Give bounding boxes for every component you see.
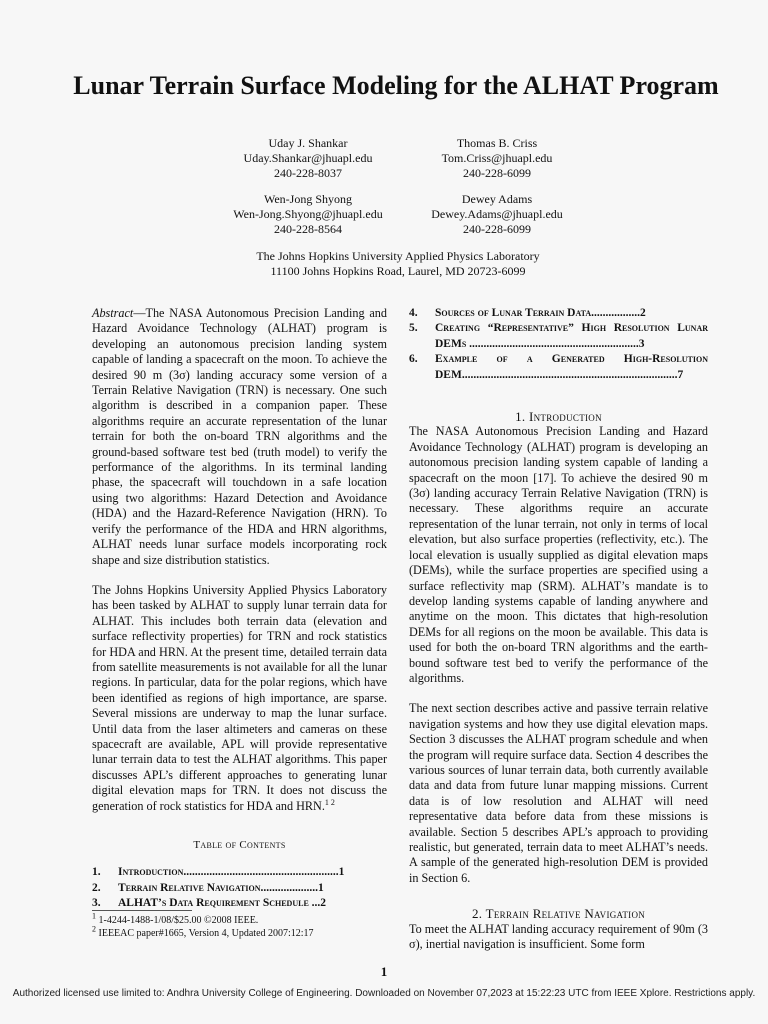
- toc-item[interactable]: [92, 865, 387, 880]
- section-heading: 1. Introduction: [515, 409, 602, 425]
- toc-item[interactable]: [409, 352, 708, 383]
- right-column: [409, 306, 708, 952]
- author-name: Dewey Adams: [461, 192, 533, 206]
- author-email: Wen-Jong.Shyong@jhuapl.edu: [233, 207, 383, 221]
- toc-number: 2.: [92, 881, 101, 894]
- author-phone: 240-228-8037: [274, 166, 342, 180]
- affiliation-line: The Johns Hopkins University Applied Physics Laboratory: [256, 249, 540, 263]
- footnote: [92, 924, 387, 940]
- toc-entry[interactable]: ALHAT’s Data Requirement Schedule ...2: [118, 897, 327, 910]
- abstract-text-2: The Johns Hopkins University Applied Physics Laboratory has been tasked by ALHAT to supply lunar terrain data for ALHAT. This includes both terrain data (elevation and surface reflectivity properties) for TRN and rock statistics for HDA and HRN. At the present time, detailed terrain data from satellite measurements is not available for all the lunar regions. In particular, data for the polar regions, which have been identified as regions of high importance, are sparse. Several missions are underway to map the lunar surface. Until data from the laser altimeters and cameras on these spacecraft are available, APL will provide representative lunar terrain data to test the ALHAT algorithms. This paper discusses APL’s different approaches to generating lunar digital elevation maps for TRN. It does not discuss the generation of rock statistics for HDA and HRN.: [92, 582, 387, 813]
- toc-number: 6.: [409, 353, 418, 366]
- footnote-mark: 1: [92, 911, 96, 921]
- footnote-mark: 2: [92, 924, 96, 934]
- author-card: [377, 136, 617, 181]
- footnote-text: 1-4244-1488-1/08/$25.00 ©2008 IEEE.: [98, 915, 259, 926]
- toc-number: 4.: [409, 307, 418, 319]
- author-email: Tom.Criss@jhuapl.edu: [441, 151, 553, 165]
- page-number: 1: [380, 964, 388, 979]
- toc-entry[interactable]: Terrain Relative Navigation....................1: [118, 881, 324, 894]
- toc-item[interactable]: [92, 881, 387, 896]
- toc-number: 5.: [409, 322, 418, 335]
- author-phone: 240-228-6099: [463, 222, 531, 236]
- toc-entry[interactable]: Creating “Representative” High Resolution Lunar DEMs ...........................................................3: [435, 322, 708, 350]
- toc-number: 3.: [92, 897, 101, 910]
- author-card: [377, 192, 617, 237]
- author-name: Thomas B. Criss: [456, 136, 538, 150]
- affiliation: [0, 249, 768, 279]
- body-paragraph: The NASA Autonomous Precision Landing and Hazard Avoidance Technology (ALHAT) program is developing an autonomous precision landing system capable of landing a spacecraft on the moon [17]. To achieve the desired 90 m (3σ) landing accuracy Terrain Relative Navigation (TRN) is necessary. These algorithms require an accurate representation of the lunar terrain, not only in terms of local elevation, but also surface properties (reflectivity, etc.). The local elevation is usually supplied as digital elevation maps (DEMs), while the surface properties are specified using a surface reflectivity map (SRM). ALHAT’s mandate is to develop landing systems capable of landing anywhere and anytime on the moon. This dictates that high-resolution DEMs for all regions on the moon be available. This data is used for both the on-board TRN algorithms and the earth-bound software test bed to verify the performance of the algorithms.: [409, 424, 708, 685]
- toc-entry[interactable]: Sources of Lunar Terrain Data.................2: [435, 307, 646, 319]
- footnote-divider: [92, 910, 192, 911]
- abstract-paragraph: [92, 306, 387, 568]
- body-paragraph: The next section describes active and passive terrain relative navigation systems and how they use digital elevation maps. Section 3 discusses the ALHAT program schedule and when the program will require surface data. Section 4 describes the various sources of lunar terrain data, both currently available data and data from future lunar mapping missions. Current data is of low resolution and ALHAT will need representative data before data from these missions is available. Section 5 describes APL’s approach to providing realistic, but generated, terrain data to meet ALHAT’s needs. A sample of the generated high-resolution DEM is provided in Section 6.: [409, 701, 708, 885]
- toc-item[interactable]: [409, 321, 708, 352]
- footnote: [92, 911, 387, 927]
- paper-title: Lunar Terrain Surface Modeling for the ALHAT Program: [73, 71, 719, 100]
- left-column: [92, 306, 387, 912]
- footnote-text: IEEEAC paper#1665, Version 4, Updated 2007:12:17: [98, 928, 314, 939]
- author-email: Uday.Shankar@jhuapl.edu: [243, 151, 373, 165]
- footnote-ref: 1 2: [324, 797, 335, 807]
- toc-entry[interactable]: Example of a Generated High-Resolution DEM...........................................................................7: [435, 353, 708, 381]
- body-paragraph: To meet the ALHAT landing accuracy requirement of 90m (3 σ), inertial navigation is insufficient. Some form: [409, 921, 708, 952]
- toc-entry[interactable]: Introduction......................................................1: [118, 866, 345, 879]
- abstract-label: Abstract: [92, 306, 134, 320]
- author-phone: 240-228-6099: [463, 166, 531, 180]
- license-notice: Authorized licensed use limited to: Andhra University College of Engineering. Downloaded on November 07,2023 at 15:22:23 UTC from IEEE Xplore. Restrictions apply.: [12, 988, 756, 999]
- author-phone: 240-228-8564: [274, 222, 342, 236]
- toc-heading: Table of Contents: [193, 839, 286, 851]
- author-name: Wen-Jong Shyong: [263, 192, 353, 206]
- footnotes: [92, 910, 387, 940]
- author-email: Dewey.Adams@jhuapl.edu: [431, 207, 563, 221]
- toc-item[interactable]: [409, 306, 708, 321]
- section-heading: 2. Terrain Relative Navigation: [471, 906, 646, 922]
- abstract-text: —The NASA Autonomous Precision Landing and Hazard Avoidance Technology (ALHAT) program is developing an autonomous precision landing system capable of landing a spacecraft on the moon. To achieve the desired 90 m (3σ) landing accuracy some version of a Terrain Relative Navigation (TRN) is necessary. One such algorithm is described in a companion paper. These algorithms require an accurate representation of the lunar terrain for both the on-board TRN algorithms and the ground-based software test bed (truth model) to verify the performance of the algorithms. In its terminal landing phase, the spacecraft will touchdown in a safe location using two algorithms: Hazard Detection and Avoidance (HDA) and the Hazard-Reference Navigation (HRN). To verify the performance of the HDA and HRN algorithms, ALHAT needs lunar surface models incorporating rock shape and size distribution statistics.: [92, 306, 387, 567]
- abstract-paragraph-2: [92, 583, 387, 814]
- author-name: Uday J. Shankar: [268, 136, 348, 150]
- affiliation-address: 11100 Johns Hopkins Road, Laurel, MD 20723-6099: [270, 264, 526, 278]
- toc-number: 1.: [92, 866, 101, 879]
